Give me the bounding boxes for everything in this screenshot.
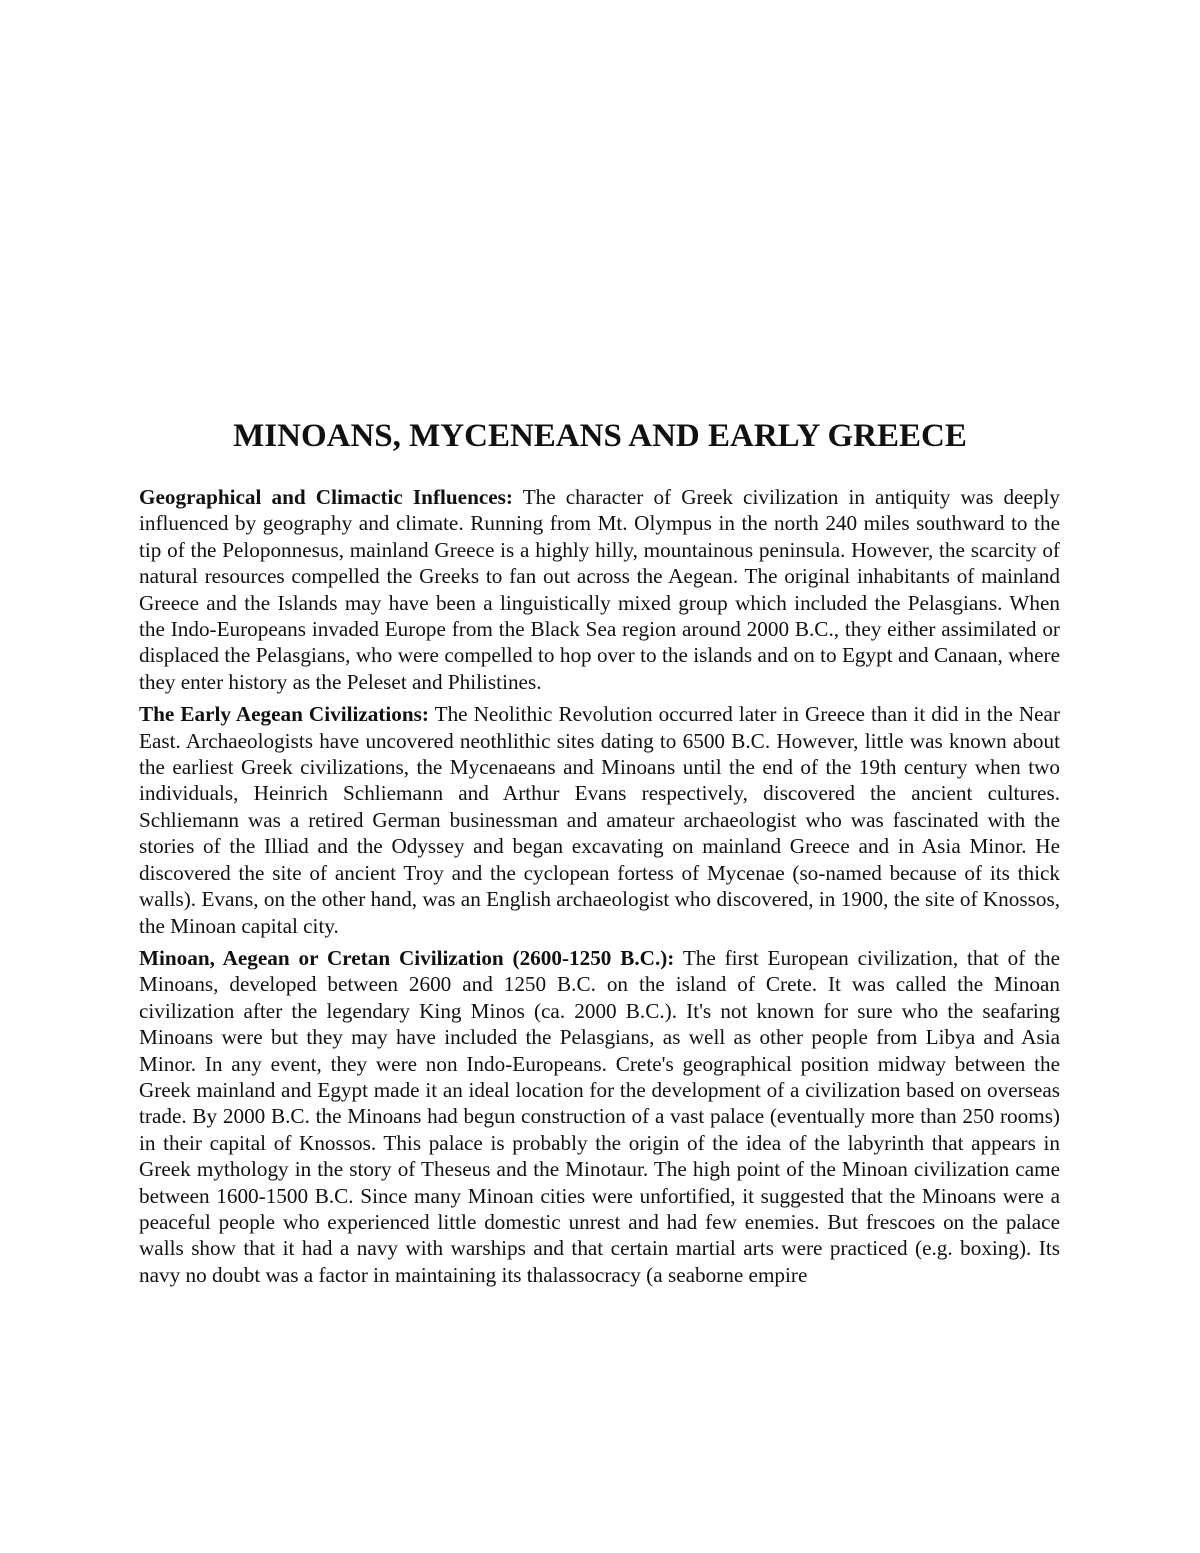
section-minoan-civilization: [139, 945, 1060, 1288]
section-early-aegean-civilizations: [139, 701, 1060, 939]
section-text: The character of Greek civilization in antiquity was deeply influenced by geography and climate. Running from Mt. Olympus in the north 240 miles southward to the tip of the Peloponnesus, mainland Greece is a highly hilly, mountainous peninsula. However, the scarcity of natural resources compelled the Greeks to fan out across the Aegean. The original inhabitants of mainland Greece and the Islands may have been a linguistically mixed group which included the Pelasgians. When the Indo-Europeans invaded Europe from the Black Sea region around 2000 B.C., they either assimilated or displaced the Pelasgians, who were compelled to hop over to the islands and on to Egypt and Canaan, where they enter history as the Peleset and Philistines.: [139, 485, 1060, 694]
document-body: [139, 484, 1060, 1294]
document-title: MINOANS, MYCENEANS AND EARLY GREECE: [233, 418, 967, 454]
section-text: The Neolithic Revolution occurred later in Greece than it did in the Near East. Archaeologists have uncovered neothlithic sites dating to 6500 B.C. However, little was known about the earliest Greek civilizations, the Mycenaeans and Minoans until the end of the 19th century when two individuals, Heinrich Schliemann and Arthur Evans respectively, discovered the ancient cultures. Schliemann was a retired German businessman and amateur archaeologist who was fascinated with the stories of the Illiad and the Odyssey and began excavating on mainland Greece and in Asia Minor. He discovered the site of ancient Troy and the cyclopean fortess of Mycenae (so-named because of its thick walls). Evans, on the other hand, was an English archaeologist who discovered, in 1900, the site of Knossos, the Minoan capital city.: [139, 702, 1060, 938]
section-geographical-influences: [139, 484, 1060, 695]
section-heading: The Early Aegean Civilizations:: [139, 702, 429, 727]
section-heading: Minoan, Aegean or Cretan Civilization (2600-1250 B.C.):: [139, 945, 675, 970]
section-heading: Geographical and Climactic Influences:: [139, 485, 513, 509]
section-text: The first European civilization, that of the Minoans, developed between 2600 and 1250 B.C. on the island of Crete. It was called the Minoan civilization after the legendary King Minos (ca. 2000 B.C.). It's not known for sure who the seafaring Minoans were but they may have included the Pelasgians, as well as other people from Libya and Asia Minor. In any event, they were non Indo-Europeans. Crete's geographical position midway between the Greek mainland and Egypt made it an ideal location for the development of a civilization based on overseas trade. By 2000 B.C. the Minoans had begun construction of a vast palace (eventually more than 250 rooms) in their capital of Knossos. This palace is probably the origin of the idea of the labyrinth that appears in Greek mythology in the story of Theseus and the Minotaur. The high point of the Minoan civilization came between 1600-1500 B.C. Since many Minoan cities were unfortified, it suggested that the Minoans were a peaceful people who experienced little domestic unrest and had few enemies. But frescoes on the palace walls show that it had a navy with warships and that certain martial arts were practiced (e.g. boxing). Its navy no doubt was a factor in maintaining its thalassocracy (a seaborne empire: [139, 945, 1060, 1287]
